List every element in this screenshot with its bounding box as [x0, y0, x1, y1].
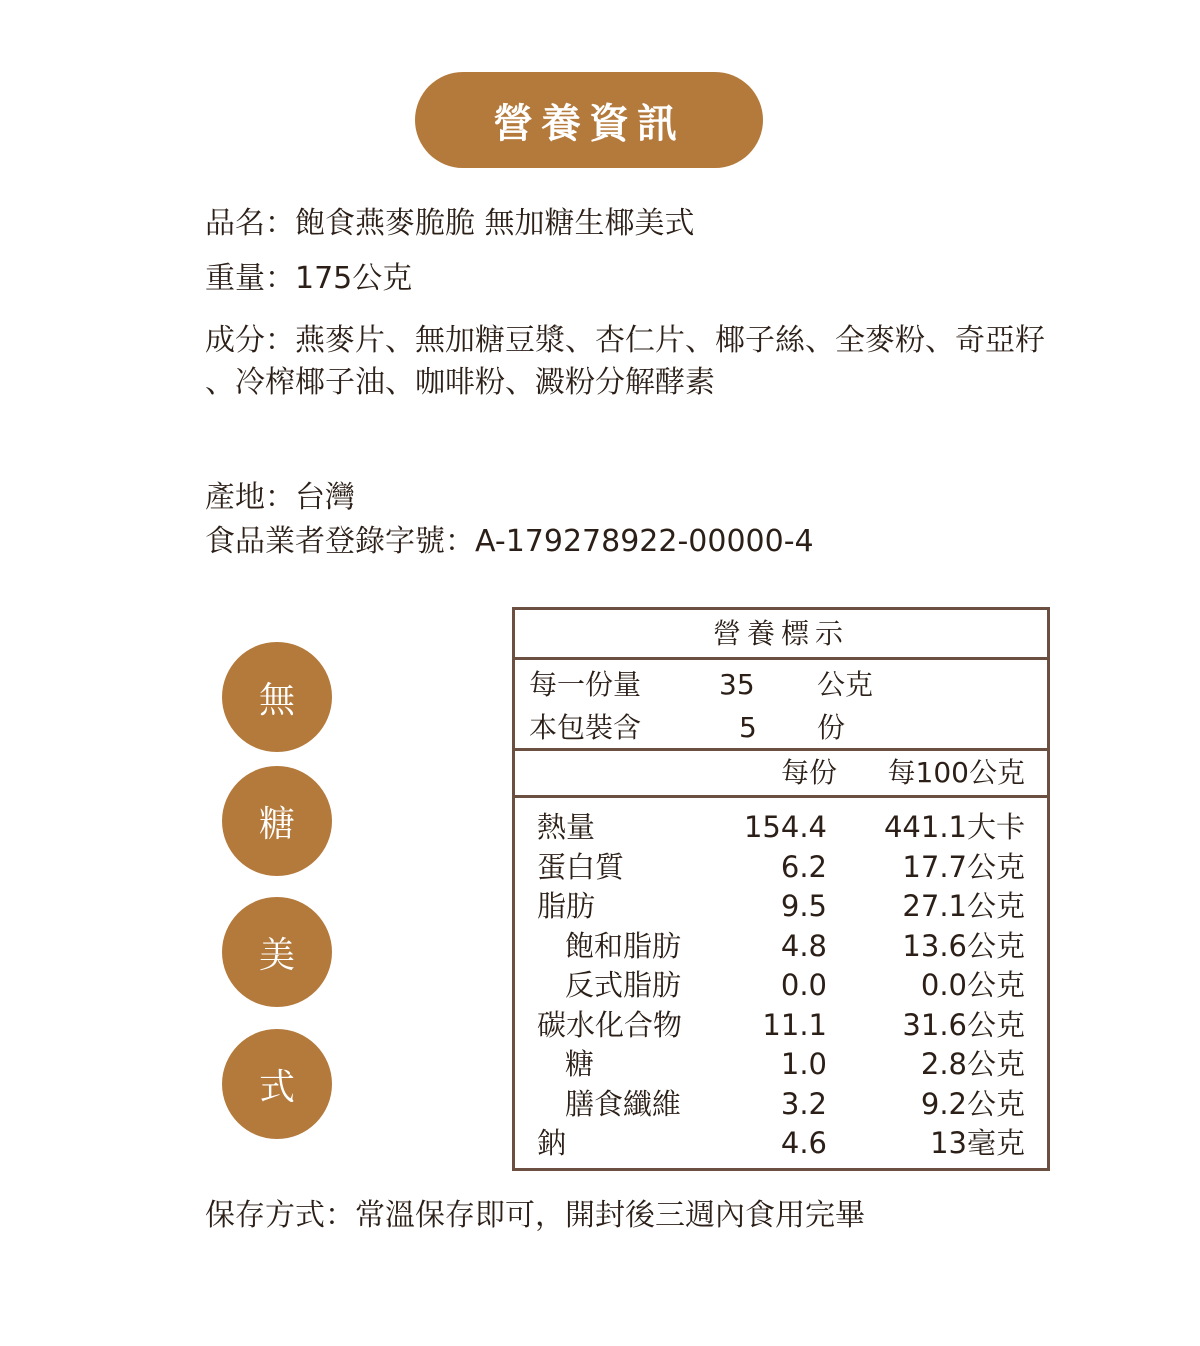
- nutrient-row-saturated-fat: [515, 927, 1047, 967]
- storage-instructions: 保存方式：常溫保存即可，開封後三週內食用完畢: [205, 1198, 865, 1233]
- nutrient-row-protein: [515, 848, 1047, 888]
- product-weight: 重量：175公克: [205, 261, 413, 296]
- ingredients-line-1: 成分：燕麥片、無加糖豆漿、杏仁片、椰子絲、全麥粉、奇亞籽: [205, 323, 1045, 358]
- nutrient-per-100g: 0.0公克: [920, 968, 1025, 1002]
- nutrient-per-100g: 9.2公克: [920, 1086, 1025, 1121]
- nutrient-name: 膳食纖維: [565, 1086, 682, 1121]
- nutrient-name: 鈉: [537, 1126, 567, 1160]
- pack-value: 5: [739, 711, 757, 744]
- nutrient-row-trans-fat: [515, 966, 1047, 1006]
- nutrient-per-serving: 1.0: [780, 1047, 827, 1081]
- nutrient-name: 蛋白質: [537, 849, 625, 884]
- nutrient-per-100g: 13.6公克: [902, 928, 1025, 963]
- nutrient-per-100g: 441.1大卡: [883, 810, 1025, 844]
- ingredients-line-2: 、冷榨椰子油、咖啡粉、澱粉分解酵素: [205, 365, 715, 400]
- nutrient-per-serving: 0.0: [780, 968, 827, 1002]
- nutrient-name: 反式脂肪: [565, 968, 682, 1002]
- nutrient-row-sugar: [515, 1045, 1047, 1085]
- badge-shi: 式: [222, 1029, 332, 1139]
- nutrient-name: 碳水化合物: [537, 1007, 683, 1042]
- nutrient-row-fat: [515, 887, 1047, 927]
- nutrient-per-100g: 17.7公克: [902, 849, 1025, 884]
- col-per-100g: 每100公克: [887, 756, 1025, 789]
- nutrient-per-100g: 27.1公克: [902, 889, 1025, 923]
- nutrition-title: 營養標示: [515, 610, 1047, 660]
- nutrient-row-fiber: [515, 1085, 1047, 1125]
- product-name: 品名：飽食燕麥脆脆 無加糖生椰美式: [205, 206, 695, 241]
- nutrient-per-serving: 154.4: [743, 810, 827, 844]
- origin: 產地：台灣: [205, 480, 355, 515]
- serving-label: 每一份量: [529, 668, 642, 701]
- badge-wu: 無: [222, 642, 332, 752]
- pack-label: 本包裝含: [529, 711, 642, 744]
- nutrient-per-serving: 6.2: [780, 849, 827, 884]
- badge-mei: 美: [222, 897, 332, 1007]
- page-title: 營養資訊: [415, 72, 763, 168]
- servings-per-pack-row: [515, 706, 1047, 750]
- nutrient-per-100g: 13毫克: [930, 1126, 1025, 1160]
- nutrient-per-serving: 4.6: [780, 1126, 827, 1160]
- nutrient-row-energy: [515, 808, 1047, 848]
- pack-unit: 份: [817, 711, 846, 744]
- nutrient-per-serving: 11.1: [762, 1007, 827, 1042]
- nutrient-per-serving: 3.2: [780, 1086, 827, 1121]
- col-per-serving: 每份: [780, 756, 837, 789]
- nutrient-per-100g: 2.8公克: [920, 1047, 1025, 1081]
- nutrition-table: [512, 607, 1050, 1171]
- nutrient-per-100g: 31.6公克: [902, 1007, 1025, 1042]
- nutrient-name: 糖: [565, 1047, 595, 1081]
- serving-size-row: [515, 663, 1047, 707]
- nutrient-per-serving: 9.5: [780, 889, 827, 923]
- nutrient-row-sodium: [515, 1124, 1047, 1164]
- nutrient-row-carbohydrate: [515, 1006, 1047, 1046]
- column-header-row: [515, 748, 1047, 798]
- nutrient-per-serving: 4.8: [780, 928, 827, 963]
- registration-number: 食品業者登錄字號：A-179278922-00000-4: [205, 524, 814, 559]
- serving-value: 35: [719, 668, 755, 701]
- badge-tang: 糖: [222, 766, 332, 876]
- serving-unit: 公克: [817, 668, 874, 701]
- nutrient-name: 飽和脂肪: [565, 928, 682, 963]
- nutrient-name: 脂肪: [537, 889, 596, 923]
- nutrient-name: 熱量: [537, 810, 596, 844]
